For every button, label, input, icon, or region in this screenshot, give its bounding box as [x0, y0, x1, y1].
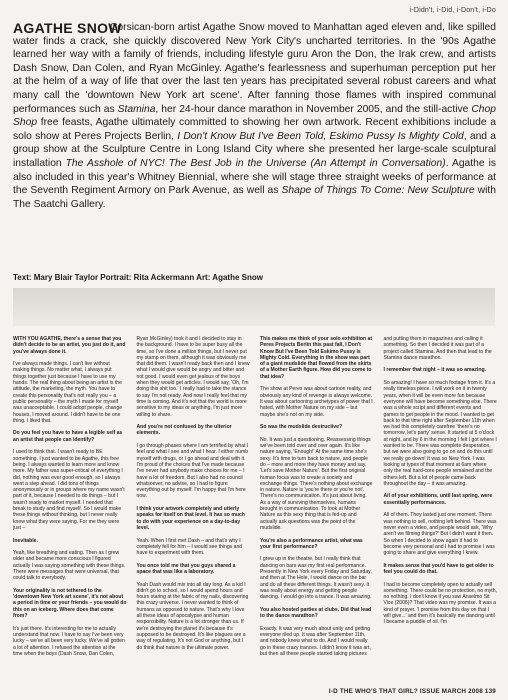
interview-paragraph [260, 556, 374, 600]
interview-answer: I grew up in the theatre, but I really think that dancing on bars was my first real performance. Presently in New York every Friday and Saturday, and then at The Hole, I would dance on the bar and do all these different things. It wasn't sexy. It was really about energy and getting people dancing. I would go into a trance. It was amazing. [260, 556, 372, 601]
intro-title-text: Stamina [117, 103, 156, 115]
interview-answer: I used to think that. I wasn't ready to BE something. I just wanted to be Agathe, this free being. I always wanted to learn more and know more. My father was super-critical of everything I did, nothing was ever good enough, so I always went a step ahead. I did tons of things anonymously or in groups where my name wasn't part of it, because I needed to do things – but I wasn't ready to market myself. I needed that break to study and find myself. So I would make these things without thinking, but I never really knew what they were saying. For me they were just – [13, 449, 125, 531]
interview-paragraph [260, 424, 374, 430]
interview-answer: So amazing! I have so much footage from it. It's a really timeless piece. I will work on it in twenty years, when it will be even more fun because everyone will have become something else. There was a whole script and different events and games to get people in the mood. I wanted to get back to that time right after September 11th when we had this completely carefree 'there's no tomorrow, let's party' sense. It started at 5 o'clock at night, and by 6 in the morning I felt I got where I wanted to be. There was complete desperation, but we were also going to go on and do this until we really go down! It was so New York. I was looking at types of that moment at 6am where only the real hard-core people remained and the others left. But a lot of people came back throughout the day – it was amazing. [383, 380, 497, 487]
interview-question: You're also a performance artist, what was your first performance? [260, 537, 363, 550]
interview-question: I think your artwork completely and utterly speaks for itself on that level. It has so much to do with your experience on a day-to-day level. [136, 506, 245, 531]
interview-question: WITH YOU AGATHE, there's a sense that you didn't decide to be an artist, you just do it, and you've always done it. [13, 336, 126, 355]
intro-title-text: I Don't Know But I've Been Told, Eskimo Pussy Is Mighty Cold [177, 130, 464, 142]
interview-paragraph [13, 538, 127, 544]
interview-answer: I had to become completely open to actually sell something. There could be no protection, no myth, no nothing. I don't know if you saw Anselmo Sit Vice (2006)? That video was my promise. It was a kind of prayer. 'I promise from this day on that I will give...' and then it's basically me dancing until I became a puddle of oil. I'm [383, 581, 497, 626]
interview-question: You also hosted parties at clubs. Did that lead to the dance marathon? [260, 606, 372, 620]
interview-answer: I've always made things. I can't live without making things. No matter what, I always put things together just because I have to use my hands. The real thing about being an artist is the attitude, the marketing, the myth. You have to create this personality that's not really you – a public personality – the myth I made for myself was unacceptable. I could adopt people, change houses, I moved around. I didn't have to be one thing. I liked that. [13, 361, 123, 424]
interview-answer: Yeah Dash would mix into all day long. As a kid I didn't go to school, so I would spend hours and hours staring at the fabric of my nails, discovering this crazy universe. I never wanted to think of humans as opposed to nature. That's why I love all these ideas of apocalypse and human responsibility. Nature is a lot stronger than us. If we're destroying the planet it's because it's supposed to be destroyed. It's like plagues are a way of regulating. It's not God or anything, but I do think that nature is the ultimate power. [136, 581, 249, 651]
intro-text: , and a group show at the Sculpture Centre in Long Island City where she presented her large-scale sculptural installation [13, 130, 497, 169]
interview-question: So was the mudslide destructive? [260, 424, 343, 431]
interview-paragraph [260, 386, 374, 417]
interview-paragraph [137, 506, 251, 531]
interview-paragraph [260, 336, 374, 380]
interview-paragraph [384, 380, 498, 487]
interview-question: I remember that night – it was so amazing. [383, 367, 486, 374]
interview-paragraph [260, 538, 374, 551]
interview-question: This makes me think of your solo exhibition at Peres Projects Berlin this past fall, I Don't Know But I've Been Told Eskimo Pussy is Mighty Cold. Everything in the show was part of a giant mudslide that flowed from the skirts of a Mother Earth figure. How did you come to that idea? [260, 336, 373, 380]
interview-answer: I go through phases where I am terrified by what I feel and what I see and what I hear. I either numb myself with drugs, or I go ahead and deal with it. I'm proud of the choices that I've made because I've never had anybody make choices for me – I have a lot of freedom. But I also had no council whatsoever, no advise, so I had to figure everything out by myself. I'm happy that I'm here now. [136, 443, 249, 500]
article-credits: Text: Mary Blair Taylor Portrait: Rita Ackermann Art: Agathe Snow [13, 273, 263, 282]
interview-paragraph [13, 430, 127, 443]
article-intro [13, 21, 496, 211]
page-footer: I-D THE WHO'S THAT GIRL? ISSUE MARCH 2008 139 [328, 688, 496, 695]
intro-title-text: The Asshole of NYC! The Best Job in the Universe (An Attempt in Conversation) [65, 157, 446, 169]
interview-question: It makes sense that you'd have to get older to feel you could do that. [383, 562, 494, 575]
interview-answer: All of them. They lasted just one moment. There was nothing to sell, nothing left behind. There was never even a video, and people would ask, 'Why aren't we filming things?' But I didn't want it then. So when I decided to show again it had to become very personal and I had to promise I was going to share and give everything I knew. [383, 512, 497, 557]
interview-paragraph [13, 361, 127, 424]
magazine-tagline: i-Didn't, i-Did, i-Don't, i-Do [409, 7, 496, 14]
interview-paragraph [384, 367, 498, 373]
interview-paragraph [137, 538, 251, 557]
interview-question: Your originality is not tethered to the 'downtown New York art scene', it's not about a period in time or your friends – you would do this on an iceberg. Where does that come from? [13, 587, 127, 620]
interview-paragraph [13, 449, 127, 531]
interview-columns [13, 336, 497, 676]
interview-paragraph [384, 493, 498, 506]
interview-question: You once told me that you guys shared a space that was like a laboratory. [136, 562, 236, 575]
interview-paragraph [13, 336, 127, 355]
interview-paragraph [137, 582, 251, 651]
interview-answer: Yeah, like breathing and eating. Then as I grew older and became more conscious I figured actually I was saying something with these things. There were messages that were universal, that could talk to everybody. [13, 550, 126, 582]
intro-title-text: Shape of Things To Come: New Sculpture [281, 185, 475, 197]
interview-answer: No. It was just a questioning. Reassessing things we've been told over and over again. It's like nature saying, 'Enough!' At the same time she's sexy. It's time to turn back to nature, and people do – more and more they have money and say, 'Let's save Mother Nature'. But the first original human focus was to create a society and exchange things. There's nothing about exchange in nature. Nature is 'you're there or you're not'. There's no communication. It's just about living. As a way of surviving themselves, humans brought in communication. To look at Mother Nature as this sexy thing that is fed-up and actually ask questions was the point of the mudslide. [260, 436, 373, 531]
interview-paragraph [384, 563, 498, 576]
interview-paragraph [384, 512, 498, 556]
interview-paragraph [137, 424, 251, 437]
interview-answer: It's just there. It's interesting for me to actually understand that now. I have to say I've been very lucky – we've all been very lucky. We've all gotten a lot of attention. I refused the attention at the time when the boys (Dash Snow, Dan Colen, Ryan McGinley) took it and I decided to stay in the background. I have to be super busy all the time, so I've done a million things, but I never put my stamp on them, although it was obviously me that did them. I wasn't ready back then and I knew what I would give would be angry and bitter and not good. I would even get jealous of the boys when they would get articles. I would say, 'Oh, I'm doing this shit too.' I really had to take the stance to say I'm not ready. And now I really feel that my time is coming. And it's not that the world is more sensitive to my ideas or anything, I'm just more willing to share. [13, 336, 250, 657]
intro-text: . Agathe is also included in this year's Whitney Biennial, where she will stage three straight weeks of performance at the Seventh Regiment Armory on Park Avenue, as well as [13, 157, 497, 197]
interview-paragraph [384, 582, 498, 626]
interview-answer: Exactly. It was very much about unity and getting everyone riled up. It was after September 11th, and nobody knew what to do. And I would really go in these crazy trances. I didn't know it was art, but then all these people started taking pictures and putting them in magazines and calling it something. So then I decided it was part of a project called Stamina. And then that lead to the Stamina dance marathon. [260, 336, 492, 657]
interview-paragraph [137, 443, 251, 500]
interview-answer: Yeah. When I first met Dash – and that's why I completely fell for him – I would see things and have to experiment with them. [136, 537, 243, 557]
intro-text: , her 24-hour dance marathon in November 2005, and the still-active [155, 103, 472, 115]
interview-question: Inevitable. [13, 537, 38, 544]
interview-paragraph [260, 437, 374, 531]
interview-paragraph [13, 588, 127, 619]
intro-text: Corsican-born artist Agathe Snow moved to Manhattan aged eleven and, like spilled water finds a crack, she quickly discovered New York City's uncharted territories. In the '90s Agathe learned her way with a family of friends, including lifestyle guru Aron the Don, the Irak crew, and artists Dash Snow, Dan Colen, and Ryan McGinley. Agathe's fearlessness and superhuman perception put her at the helm of a way of life that over the last ten years has precipitated several robust careers and what many call the 'downtown New York art scene'. After fanning those flames with inspired communal performances such as [13, 22, 496, 115]
intro-text: free feasts, Agathe ultimately committed to showing her own artwork. Recent exhibitions include a solo show at Peres Projects Berlin, [13, 117, 496, 142]
interview-question: And you're not confused by the ulterior elements. [136, 424, 232, 437]
portrait-photo [13, 288, 495, 326]
interview-question: Do you feel you have to have a legible self as an artist that people can identify? [13, 430, 123, 443]
intro-text: with The Saatchi Gallery. [13, 185, 496, 210]
article-title: AGATHE SNOW [13, 20, 122, 36]
interview-answer: The show at Peres was about cartoon reality, and obviously any kind of revenge is always welcome. It was about cartooning archetypes of power that I hated, with Mother Nature on my side – but maybe she's not on my side. [260, 386, 373, 418]
intro-title-text: Chop Shop [13, 103, 496, 129]
interview-question: All of your exhibitions, until last spring, were essentially performances. [383, 493, 493, 506]
interview-paragraph [137, 563, 251, 576]
interview-paragraph [13, 550, 127, 581]
interview-paragraph [260, 607, 374, 620]
